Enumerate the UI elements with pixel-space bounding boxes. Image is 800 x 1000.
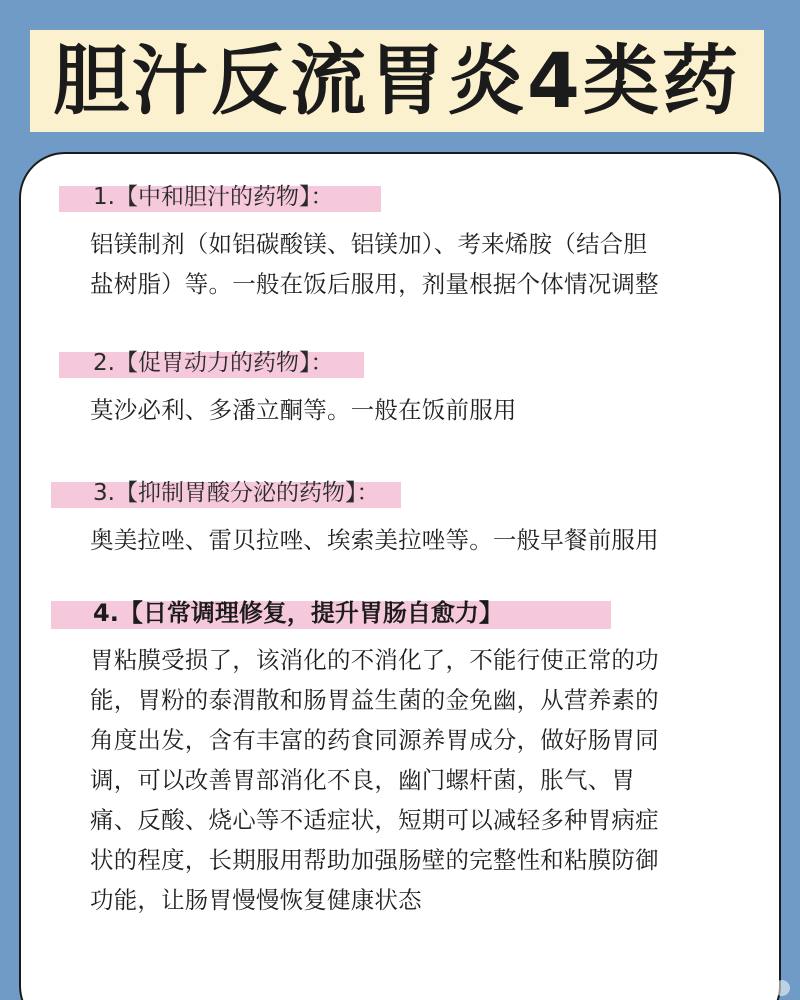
body-line: 功能，让肠胃慢慢恢复健康状态 xyxy=(90,886,422,914)
section-2 xyxy=(21,344,779,424)
section-heading xyxy=(21,594,779,634)
section-body xyxy=(90,520,750,560)
body-line: 胃粘膜受损了，该消化的不消化了，不能行使正常的功 xyxy=(90,646,659,674)
section-body xyxy=(90,390,750,430)
section-heading xyxy=(21,344,779,384)
page-title: 胆汁反流胃炎4类药 xyxy=(53,36,741,125)
body-line: 莫沙必利、多潘立酮等。一般在饭前服用 xyxy=(90,396,517,424)
body-line: 调，可以改善胃部消化不良，幽门螺杆菌，胀气、胃 xyxy=(90,766,636,794)
section-body xyxy=(90,224,750,304)
body-line: 铝镁制剂（如铝碳酸镁、铝镁加）、考来烯胺（结合胆 xyxy=(90,230,648,258)
section-4 xyxy=(21,594,779,914)
body-line: 痛、反酸、烧心等不适症状，短期可以减轻多种胃病症 xyxy=(90,806,659,834)
corner-watermark xyxy=(774,980,790,996)
section-heading-text: 1.【中和胆汁的药物】： xyxy=(93,184,334,210)
title-banner xyxy=(30,30,764,132)
section-1 xyxy=(21,178,779,298)
content-card xyxy=(19,152,781,1000)
body-line: 状的程度，长期服用帮助加强肠壁的完整性和粘膜防御 xyxy=(90,846,659,874)
body-line: 角度出发，含有丰富的药食同源养胃成分，做好肠胃同 xyxy=(90,726,659,754)
section-body xyxy=(90,640,750,920)
section-heading xyxy=(21,178,779,218)
section-heading-text: 2.【促胃动力的药物】： xyxy=(93,350,334,376)
section-heading-text: 4.【日常调理修复，提升胃肠自愈力】 xyxy=(93,599,503,627)
body-line: 奥美拉唑、雷贝拉唑、埃索美拉唑等。一般早餐前服用 xyxy=(90,526,659,554)
section-heading-text: 3.【抑制胃酸分泌的药物】： xyxy=(93,480,380,506)
section-heading xyxy=(21,474,779,514)
section-3 xyxy=(21,474,779,554)
body-line: 能，胃粉的泰渭散和肠胃益生菌的金免幽，从营养素的 xyxy=(90,686,659,714)
body-line: 盐树脂）等。一般在饭后服用，剂量根据个体情况调整 xyxy=(90,270,659,298)
